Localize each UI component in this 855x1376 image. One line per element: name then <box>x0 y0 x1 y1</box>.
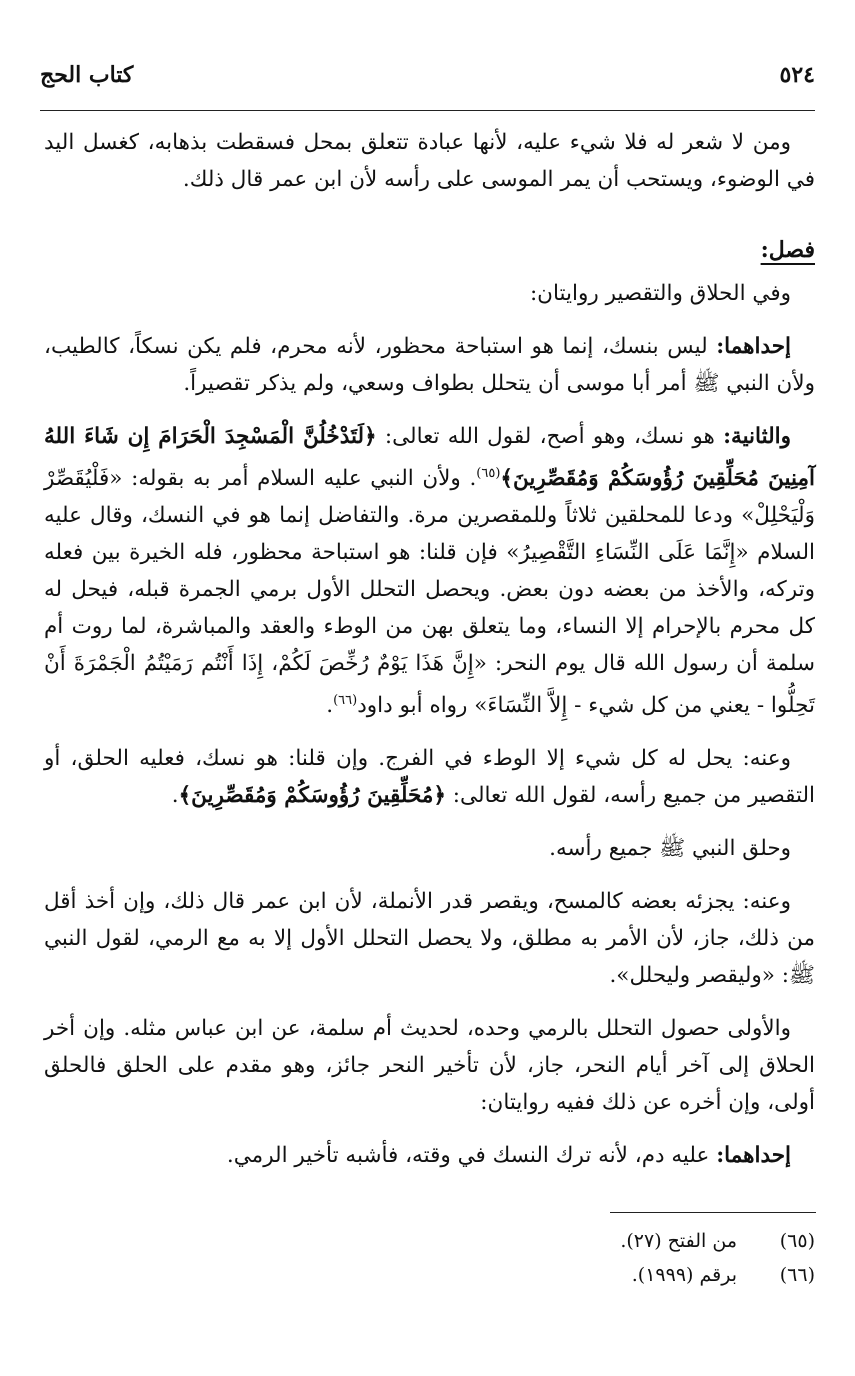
paragraph-4-end: . <box>326 693 334 719</box>
footnote-number: (٦٦) <box>779 1264 815 1286</box>
quran-verse-1: ﴿لَتَدْخُلُنَّ الْمَسْجِدَ الْحَرَامَ إِن شَاءَ اللهُ آمِنِينَ مُحَلِّقِينَ رُؤُوسَكُمْ وَمُقَصِّرِينَ﴾ <box>44 424 815 492</box>
footnote-divider <box>610 1212 816 1213</box>
quran-verse-2: ﴿مُحَلِّقِينَ رُؤُوسَكُمْ وَمُقَصِّرِينَ﴾ <box>178 783 446 809</box>
paragraph-9 <box>44 1137 815 1174</box>
footnote-text: من الفتح (٢٧). <box>620 1230 737 1252</box>
page-number: ٥٢٤ <box>779 62 815 88</box>
paragraph-4-text-a: هو نسك، وهو أصح، لقول الله تعالى: <box>376 424 724 449</box>
paragraph-5-end: . <box>171 783 179 809</box>
footnote-ref-65: (٦٥) <box>476 466 501 481</box>
paragraph-3-text: ليس بنسك، إنما هو استباحة محظور، لأنه محرم، فلم يكن نسكاً، كالطيب، ولأن النبي ﷺ أمر أبا موسى أن يتحلل بطواف وسعي، ولم يذكر تقصيراً. <box>44 334 815 396</box>
footnotes <box>415 1224 815 1292</box>
paragraph-5 <box>44 740 815 814</box>
section-heading: فصل: <box>760 237 815 263</box>
footnote-ref-66: (٦٦) <box>333 693 358 709</box>
footnote-item <box>415 1224 815 1258</box>
paragraph-8: والأولى حصول التحلل بالرمي وحده، لحديث أم سلمة، عن ابن عباس مثله. وإن أخر الحلاق إلى آخر أيام النحر، جاز، لأن تأخير النحر جائز، وهو مقدم على الحلق فالحلق أولى، وإن أخره عن ذلك ففيه روايتان: <box>44 1016 815 1116</box>
paragraph-4-text-b: . ولأن النبي عليه السلام أمر به بقوله: «فَلْيُقَصِّرْ وَلْيَحْلِلْ» ودعا للمحلقين ثلاثاً وللمقصرين مرة. والتفاضل إنما هو في النسك، وقال عليه السلام «إِنَّمَا عَلَى النِّسَاءِ التَّقْصِيرُ» فإن قلنا: هو استباحة محظور، فله الخيرة بين فعله وتركه، والأخذ من بعضه دون بعض. ويحصل التحلل الأول برمي الجمرة قبله، فيحل له كل محرم بالإحرام إلا النساء، وما يتعلق بهن من الوطء والعقد والمباشرة، لما روت أم سلمة أن رسول الله قال يوم النحر: «إِنَّ هَذَا يَوْمٌ رُخِّصَ لَكُمْ، إِذَا أَنْتُم رَمَيْتُمُ الْجَمْرَةَ أَنْ تَحِلُّوا - يعني من كل شيء - إِلاَّ النِّسَاءَ» رواه أبو داود <box>44 466 816 719</box>
paragraph-4 <box>44 418 815 724</box>
book-title: كتاب الحج <box>40 62 134 88</box>
footnote-number: (٦٥) <box>779 1230 815 1252</box>
paragraph-4-label: والثانية: <box>723 424 791 449</box>
main-text <box>44 124 815 1190</box>
paragraph-9-text: عليه دم، لأنه ترك النسك في وقته، فأشبه تأخير الرمي. <box>226 1143 717 1169</box>
header-divider <box>40 110 815 111</box>
footnote-text: برقم (١٩٩٩). <box>631 1264 737 1286</box>
paragraph-2: وفي الحلاق والتقصير روايتان: <box>529 281 791 306</box>
paragraph-7: وعنه: يجزئه بعضه كالمسح، ويقصر قدر الأنملة، لأن ابن عمر قال ذلك، وإن أخذ أقل من ذلك، جاز، لأن الأمر به مطلق، ولا يحصل التحلل الأول إلا به مع الرمي، لقول النبي ﷺ: «وليقصر وليحلل». <box>44 889 815 989</box>
footnote-item <box>415 1258 815 1292</box>
paragraph-3-label: إحداهما: <box>716 334 791 359</box>
paragraph-6: وحلق النبي ﷺ جميع رأسه. <box>549 836 791 862</box>
paragraph-9-label: إحداهما: <box>716 1143 791 1169</box>
paragraph-5-text: وعنه: يحل له كل شيء إلا الوطء في الفرج. وإن قلنا: هو نسك، فعليه الحلق، أو التقصير من جميع رأسه، لقول الله تعالى: <box>44 746 815 809</box>
paragraph-1: ومن لا شعر له فلا شيء عليه، لأنها عبادة تتعلق بمحل فسقطت بذهابه، كغسل اليد في الوضوء، ويستحب أن يمر الموسى على رأسه لأن ابن عمر قال ذلك. <box>44 130 815 192</box>
paragraph-3 <box>44 328 815 402</box>
page-header <box>40 62 815 98</box>
